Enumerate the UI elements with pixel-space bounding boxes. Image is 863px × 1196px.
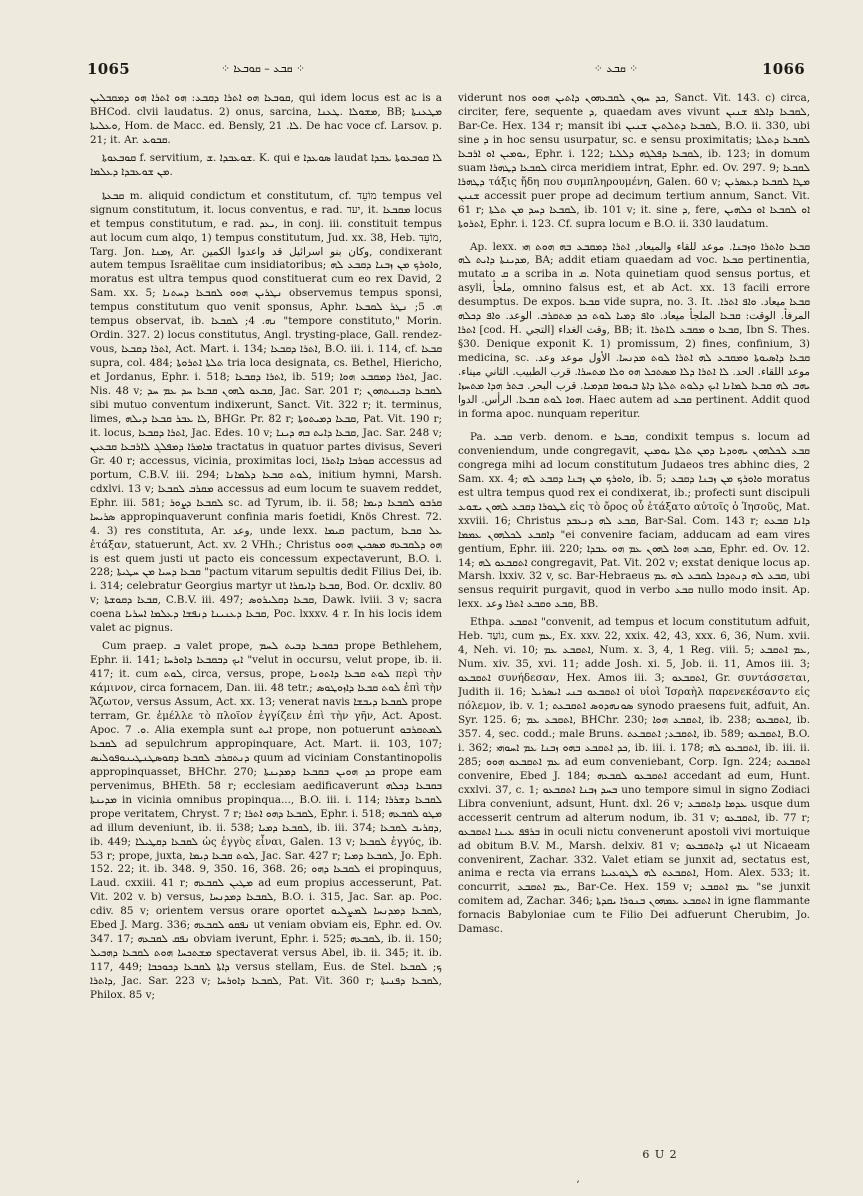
left-running-head: ⁘ ܩܒܥ – ܩܘܒܥܐ ⁘ bbox=[220, 62, 306, 75]
entry-condictum: ܩܒܥܬܐ m. aliquid condictum et constitutum, cf. מוֹעֵד tempus vel signum constitutum, it. locus conventus, e rad. יעד, it. ܡܩܒܥܐ locus et tempus constitutum, e rad. ܝܥܕ, in conj. iii. constituit tempus aut locum cum alqo, 1) tempus constitutum, Jud. xx. 38, Heb. מוֹעֵד, Targ. Jon. ܙܡܢܐ, Ar. وكان بنو اسرائيل قد واعدوا الكمين, condixerant autem tempus Israëlitae cum insidiatoribus; ܘܐܘܪܟ ܡܢ ܙܒܢܐ ܕܩܒܥ ܠܗ, moratus est ultra tempus quod constituerat cum eo rex David, 2 Sam. xx. 5; ܢܛܪܝܢ ܗܘܘ ܠܩܒܥܐ ܕܚܬܢܐ observemus tempus sponsi, tempus constitutum quo venit sponsus, Aphr. ܗ. 5; ܢܛܪ ܠܩܒܥܐ tempus observat, ib. ܢܗ. 4; ܠܩܒܥܐ "tempore constituto," Morin. Ordin. 327. 2) locus constitutus, Angl. trysting-place, Gall. rendez-vous, ܐܬܪܐ ܕܩܒܥܐ, Act. Mart. i. 134; ܐܬܪܐ ܕܩܒܥܐ, B.O. iii. i. 114, cf. ܩܒܥܐ supra, col. 484; ܬܠܬܐ ܐܬܪܘܬܐ tria loca designata, cs. Bethel, Hiericho, et Jordanus, Ephr. i. 518; ܐܬܪܐ ܕܩܒܥܐ, ib. 519; ܐܬܪܐ ܕܡܩܒܥ ܗܘܐ, Jac. Nis. 48 v; ܩܒܥܘ ܠܗܘܢ ܩܒܥܐ ܚܕ ܥܡ ܚܕ, Jac. Sar. 201 r; ܠܩܒܥܐ ܕܒܝܢܬܗܘܢ sibi mutuo conventum indixerunt, Sanct. Vit. 322 r; it. terminus, limes, ܠܐ ܥܒܪ ܩܒܥܐ ܕܝܠܗ, BHGr. Pr. 82 r; ܩܒܥܐ ܕܡܝܬܘܬܐ, Pat. Vit. 190 r; it. locus, ܐܬܪܐ ܕܩܒܥܐ, Jac. Edes. 10 v; ܩܒܥܐ ܕܐܝܬ ܒܗ ܕܝܢܐ, Jac. Sar. 248 v; ܡܐܡܪܐ ܕܡܦܠܓ ܠܐܪܒܥܐ ܩܒܥܝܢ tractatus in quatuor partes divisus, Severi Gr. 40 r; accessus, vicinia, proximitas loci, ܩܘܪܒܐ ܕܐܬܪܐ accessus ad portum, C.B.V. iii. 294; ܠܘܬ ܩܒܥܐ ܕܠܡܐܢܐ, initium hymni, Marsh. cdxlvi. 13 v; ܡܩܪܒ ܠܩܒܥܐ accessus ad eum locum te suavem reddet, Ephr. iii. 581; ܠܩܒܥܐ ܕܨܘܪ sc. ad Tyrum, ib. ii. 58; ܩܪܒܘ ܠܩܒܥܐ ܕܝܡܐ ܣܪܝܚܐ appropinquaverunt confinia maris foetidi, Knös Chrest. 72. 4. 3) res constituta, Ar. وعد, unde lexx. ܩܝܡܐ pactum, ܥܠ ܩܒܥܐ ἐτάξαν, statuerunt, Act. xv. 2 VHh.; Christus ܗܘ ܕܠܩܒܥܗ ܡܣܟܝܢ ܗܘܘ is est quem justi ut pacto eis concessum expectaverunt, B.O. i. 228; ܩܒܥܐ ܕܚܝܐ ܡܢ ܚܛܝܬܐ "pactum vitarum sepultis dedit Filius Dei, ib. i. 314; celebratur Georgius martyr ut ܩܒܥܐ ܕܐܝܩܪܐ, Bod. Or. dcxliv. 80 v; ܩܒܥܐ ܕܩܘܫܬܐ, C.B.V. iii. 497; ܩܒܥܐ ܕܩܠܝܪܘܣ, Dawk. lviii. 3 v; sacra coena ܩܒܥܐ ܕܥܢܝܢܐ ܕܢܦܫܐ ܕܥܠܡܐ ܐܚܪܝܐ, Poc. lxxxv. 4 r. In his locis idem valet ac pignus. bbox=[90, 189, 442, 635]
signature-mark: 6 U 2 bbox=[642, 1148, 678, 1161]
right-column bbox=[458, 92, 810, 1150]
left-page-number: 1065 bbox=[87, 60, 130, 78]
entry-continuation: ܩܘܒܥܐ ܗܘ ܐܬܪܐ ܕܩܒܥ: ܗܘ ܐܬܪܐ ܗܘ ܕܡܩܒܠܝܢ, qui idem locus est ac is a BHCod. clvii laudatus. 2) onus, sarcina, ܡܫܘܠܐ .ܛܥܢܐ, BB; ܡܛܥܢܬܐ ܘܥܠܝܬܐ, Hom. de Macc. ed. Bensly, ܠܐ. 21. De hac voce cf. Larsov. p. 21; it. Ar. ܩܒܘܥ. bbox=[90, 92, 442, 146]
right-page-number: 1066 bbox=[762, 60, 805, 78]
entry-cum-praep: Cum praep. ܒ valet prope, ܒܩܒܥܐ ܕܒܝܬ ܠܚܡ prope Bethlehem, Ephr. ii. 141; ܐܝܟ ܕܒܩܒܥܐ ܕܐܘܪܚܐ "velut in occursu, velut prope, ib. ii. 417; it. cum ܠܘܬ, circa, versus, prope, ܠܘܬ ܩܒܥܐ ܕܐܬܘܢܐ περὶ τὴν κάμινον, circa fornacem, Dan. iii. 48 tetr.; ܠܘܬ ܩܒܥܐ ܕܐܙܘܛܘܣ ἐπὶ τὴν Ἄζωτον, versus Assum, Act. xx. 13; venerat navis ܠܩܒܥܐ ܕܝܒܫܐ prope terram, Gr. ἐμέλλε τὸ πλοῖον ἐγγίζειν ἐπὶ τὴν γῆν, Act. Apost. Apoc. ܘ. 7. Alia exempla sunt ܐܝܬ prope, non potuerunt ܠܡܬܩܪܒܘ ܠܩܒܥܐ ad sepulchrum appropinquare, Act. Mart. ii. 103, 107; ܕܢܬܩܪܒ ܠܩܒܥܐ ܕܩܘܣܛܢܛܝܢܘܦܘܠܝܣ quum ad viciniam Constantinopolis appropinquasset, BHChr. 270; ܟܕ ܗܘܝܢ ܒܩܒܥܐ ܕܡܕܝܢܬܐ prope eam pervenimus, BHEth. 58 r; ecclesiam aedificaverunt ܒܩܒܥܐ ܕܟܠܗ ܡܕܝܢܬܐ in vicinia omnibus propinqua..., B.O. iii. i. 114; ܠܩܒܥܐ ܕܫܪܪܐ prope veritatem, Chryst. 7 r; ܠܩܒܥܐ ܕܗܘ ܐܬܪܐ, Ephr. i. 518; ܡܛܘ ܠܩܒܥܗ ad illum deveniunt, ib. ii. 538; ܠܩܒܥܐ ܕܡܝܐ, ib. iii. 374; ܕܩܪܝܒ ܠܩܒܥܐ, ib. 449; ܠܩܒܥܐ ܕܩܛܝܠܐ ὡς ἐγγὺς εἶναι, Galen. 13 v; ܠܩܒܥܐ ἐγγύς, ib. 53 r; prope, juxta, ܠܘܬ ܩܒܥܐ ܕܝܡܐ, Jac. Sar. 427 r; ܠܩܒܥܐ ܕܡܝܐ, Jo. Eph. 152. 22; it. ib. 348. 9, 350. 16, 368. 26; ܠܩܒܥܐ ܕܗܘ ei propinquus, Laud. cxxiii. 41 r; ܡܛܝܢ ܠܩܒܥܗ ad eum propius accesserunt, Pat. Vit. 202 v. b) versus, ܠܩܒܥܐ ܕܡܕܢܚܐ, B.O. i. 315, Jac. Sar. ap. Poc. cdiv. 85 v; orientem versus orare oportet ܠܩܒܥܐ ܕܡܕܢܚܐ ܠܡܨܠܝܘ, Ebed J. Marg. 336; ܢܦܩܘ ܠܩܒܥܗ ut veniam obviam eis, Ephr. ed. Ov. 347. 17; ܢܦܩ ܠܩܒܥܗ obviam iverunt, Ephr. i. 525; ܠܩܒܥܗ, ib. ii. 150; ܡܫܬܟܚܐ ܗܘܬ ܠܩܒܥܐ ܕܗܒܝܠ spectaverat versus Abel, ib. ii. 345; it. ib. 117, 449; ܕܐܬܐ ܠܩܒܥܐ ܕܟܘܟܒܐ versus stellam, Eus. de Stel. ܟ; ܠܩܒܥܐ ܕܐܬܪܐ, Jac. Sar. 223 v; ܠܩܒܥܐ ܕܐܘܪܚܐ, Pat. Vit. 360 r; ܠܩܒܥܐ ܕܦܢܝܬܐ, Philox. 85 v; bbox=[90, 640, 442, 1002]
entry-pa: Pa. ܩܒܥ verb. denom. e ܩܒܥܐ, condixit tempus s. locum ad conveniendum, unde congregavit, ܩܒܥ ܠܟܠܗܘܢ ܝܗܘܕܝܐ ܕܡܢ ܬܠܬܐ ܝܘܡܝܢ congrega mihi ad locum constitutum Judaeos tres abhinc dies, 2 Sam. xx. 4; ܘܐܘܪܟ ܡܢ ܙܒܢܐ ܕܩܒܥ ܠܗ, ib. 5; ܘܐܘܪܟ ܡܢ ܙܒܢܐ ܕܩܒܥ moratus est ultra tempus quod rex ei condixerat, ib.; profecti sunt discipuli ܠܛܘܪܐ ܕܩܒܥ ܠܗܘܢ ܝܫܘܥ εἰς τὸ ὄρος οὗ ἐτάξατο αὐτοῖς ὁ Ἰησοῦς, Mat. xxviii. 16; Christus ܩܒܥ ܠܗ ܕܢܥܒܕ, Bar-Sal. Com. 143 r; ܕܐܢܐ ܩܒܥܬ ܕܐܩܒܥ ܠܟܠܗܘܢ ܥܡܡܐ "ei convenire faciam, adducam ad eam vires gentium, Ephr. iii. 220; ܩܒܥ ܗܘܐ ܠܗܘܢ ܥܡ ܗܘ ܥܒܕܐ, Ephr. ed. Ov. 12. 14; ܐܬܩܒܥܘ ܠܗ congregavit, Pat. Vit. 202 v; exstat denique locus ap. Marsh. lxxiv. 32 v, sc. Bar-Hebraeus ܩܒܥ ܠܗ ܕܢܬܕܟܐ ܠܩܒܥ ܠܗ ܥܡ, ubi sensus requirit purgavit, quod in verbo ܩܒܥ nullo modo insit. Ap. lexx. ܩܒܥ ܘܩܒܥ ܐܬܪܐ وعد, BB. bbox=[458, 430, 810, 611]
left-column bbox=[90, 92, 442, 1150]
stray-mark: ʼ bbox=[576, 1180, 580, 1191]
entry-lexx: Ap. lexx. ܩܒܥܐ ܘܐܬܪܐ ܘܙܒܢܐ. موعد للقاء والميعاد, ܐܬܪܐ ܕܡܩܒܥ ܒܗ ܗܘܬ ܗܝ ܡܕܝܢܬܐ ܕܐܝܬ ܠܗ, BA; addit etiam quaedam ad voc. ܩܒܥܐ pertinentia, mutato ܩ a scriba in ܩ. Nota quinetiam quod sensus portus, et asyli, ملجأ, omnino falsus est, et ab Act. xx. 13 facili errore desumptus. De expos. ܩܒܥܐ vide supra, no. 3. It. ܩܒܥܐ ميعاد. ܘܐܦ ܐܬܪܐ. المرفأ. الوقت: ܩܒܥܐ الملجأ ميعاد. ܘܐܦ ܕܡܝܐ ܠܘܬ ܟܕ ܡܬܩܪܒ. الوعد. ܘܐܦ ܕܟܠܗ ܐܬܪܐ [cod. H. التجي] وقت الغداء, BB; it. ܩܒܥܐ ܘ ܡܩܒܥ ܠܐܬܪܐ, Ibn S. Thes. §30. Denique exponit K. 1) promissum, 2) fines, confinium, 3) medicina, sc. ܩܒܥܐ ܕܐܣܝܘܬܐ ܘܡܩܒܥ ܠܗ ܐܬܪܐ ܠܘܬ ܡܕܢܚܐ. الأول موعد وعد. موعد اللقاء. الحد. ܠܐ ܐܬܪܐ ܕܠܐ ܡܣܬܟܠ ܗܘ ܘܠܐ ܡܬܚܪܐ. قرب الطبيب. الثاني ميناء. ܝܗܒ ܠܗ ܩܒܥܐ ܠܡܐܢܐ ܐܝܟ ܕܠܘܬ ܬܠܬܐ ܕܐܬܐ ܒܝܘܡܐ ܩܕܡܝܐ. قرب البحر. ܒܬܪ ܗܕܐ ܡܬܚܙܐ ܗܘܐ ܠܘܬ ܩܒܥܐ. الرأس. الدوا. Haec autem ad ܩܒܥ pertinent. Addit quod in forma apoc. nunquam reperitur. bbox=[458, 240, 810, 420]
entry-continuation-right: viderunt nos ܟܕ ܚܙܘܢ ܠܩܒܥܗܘܢ ܕܐܬܝܢ ܗܘܘ, Sanct. Vit. 143. c) circa, circiter, fere, sequente ܕ, quaedam aves vivunt ܠܩܒܥܐ ܕܐܠܦ ܫܢܝܢ, Bar-Ce. Hex. 134 r; mansit ibi ܠܩܒܥܐ ܕܬܠܬܝܢ ܫܢܝܢ, B.O. ii. 330, ubi sine ܕ in hoc sensu usurpatur, sc. e sensu proximitatis; ܠܩܒܥܐ ܕܬܠܬܐ ܝܘܡܝܢ ܐܘ ܐܪܒܥܐ, Ephr. i. 122; ܠܩܒܥܐ ܕܦܠܓܗ ܕܠܠܝܐ, ib. 123; in domum suam ܠܩܒܥܐ ܕܛܗܪܐ circa meridiem intrat, Ephr. ed. Ov. 297. 9; ܠܩܒܥܐ ܕܛܗܪܐ τάξις ἤδη που συμπληρουμένη, Galen. 60 v; ܡܛܐ ܠܩܒܥܐ ܕܥܣܪܝܢ ܫܢܝܢ accessit puer prope ad decimum tertium annum, Sanct. Vit. 61 r; ܠܩܒܥܐ ܕܚܕ ܡܢ ܬܠܬܐ, ib. 101 v; it. sine ܕ, fere, ܐܘ ܠܩܒܥܐ ܐܘ ܟܠܗܝܢ ܐܬܪܘܬܐ, Ephr. i. 123. Cf. supra locum e B.O. ii. 330 laudatum. bbox=[458, 92, 810, 230]
entry-ethpa: Ethpa. ܐܬܩܒܥ "convenit, ad tempus et locum constitutum adfuit, Heb. נוֹעַד, cum ܥܡ, Ex. xxv. 22, xxix. 42, 43, xxx. 6, 36, Num. xvii. 4, Neh. vi. 10; ܐܬܩܒܥ ܥܡ, Num. x. 3, 4, 1 Reg. viii. 5; ܥܡ ܐܬܩܒܥ, Num. xiv. 35, xvi. 11; adde Josh. xi. 5, Job. ii. 11, Amos iii. 3; ܐܬܩܒܥܘ συνήδεσαν, Hex. Amos iii. 3; ܐܬܩܒܥܘ, Gr. συντάσσεται, Judith ii. 16; ܐܬܩܒܥܘ ܒܢܝ ܐܝܣܪܝܠ οἱ υἱοὶ Ἰσραὴλ παρενεκέσαντο εἰς πόλεμον, ib. v. 1; ܣܘܢܗܕܘܣ ܐܬܩܒܥܬ synodo praesens fuit, adfuit, An. Syr. 125. 6; ܐܬܩܒܥ ܥܡ, BHChr. 230; ܐܬܩܒܥ ܗܘܐ, ib. 238; ܐܬܩܒܥܘ, ib. 357. 4, sec. codd.; male Bruns. ܐܬܩܒܥ; ܐܬܩܒܥܬ, ib. 589; ܐܬܩܒܥܘ, B.O. i. 362; ܟܕ ܐܬܩܒܥ ܒܗܘ ܙܒܢܐ ܥܡ ܐܚܘܗܝ, ib. iii. i. 178; ܐܬܩܒܥܘ ܠܗ, ib. iii. ii. 285; ܥܡ ܐܬܩܒܥܘ ܗܘܘ ad eum conveniebant, Corp. Ign. 224; ܐܬܩܒܥܬ convenire, Ebed J. 184; ܐܬܩܒܥܘ ܠܩܒܥܗ accedant ad eum, Hunt. cxxlvi. 37, c. 1; ܒܚܕ ܙܒܢܐ ܐܬܩܒܥܘ uno tempore simul in signo Zodiaci Libra conveniunt, adsunt, Hunt. dxl. 26 v; ܥܕܡܐ ܕܐܬܩܒܥ usque dum accesserit centrum ad alterum nodum, ib. 31 v; ܐܬܩܒܥܘ, ib. 77 r; ܒܪܦܦ ܥܝܢܐ ܐܬܩܒܥܘ in oculi nictu convenerunt apostoli vivi mortuique ad obitum B.V. M., Marsh. delxiv. 81 v; ܐܝܟ ܕܐܬܩܒܥܘ ut Nicaeam convenirent, Zachar. 332. Valet etiam se junxit ad, sectatus est, anima e recta via errans ܐܬܩܒܥܬ ܠܗ ܠܛܘܥܝܝܐ, Hom. Alex. 533; it. concurrit, ܥܡ ܐܬܩܒܥ, Bar-Ce. Hex. 159 v; ܥܡ ܐܬܩܒܥ "se junxit comitem ad, Zachar. 346; ܐܬܩܒܥ ܥܡܗܘܢ ܒܢܘܪܐ ܝܩܕܬܐ in igne flammante fornacis Babyloniae cum te Filio Dei adfuerunt Cherubim, Jo. Damasc. bbox=[458, 616, 810, 936]
running-header bbox=[0, 60, 863, 82]
right-running-head: ⁘ ܩܒܥ ⁘ bbox=[593, 62, 639, 75]
entry-servitium: ܩܘܒܥܘܬܐ f. servitium, ܫܘܥܒܕܐ .ܫ. K. qui e ܣܘܥܕܐ laudat ܠܐ ܩܘܒܥܘܬܐ ܥܒܕܐ ܡܢ ܫܘܥܒܕܐ ܕܥܠܡܐ. bbox=[90, 151, 442, 178]
